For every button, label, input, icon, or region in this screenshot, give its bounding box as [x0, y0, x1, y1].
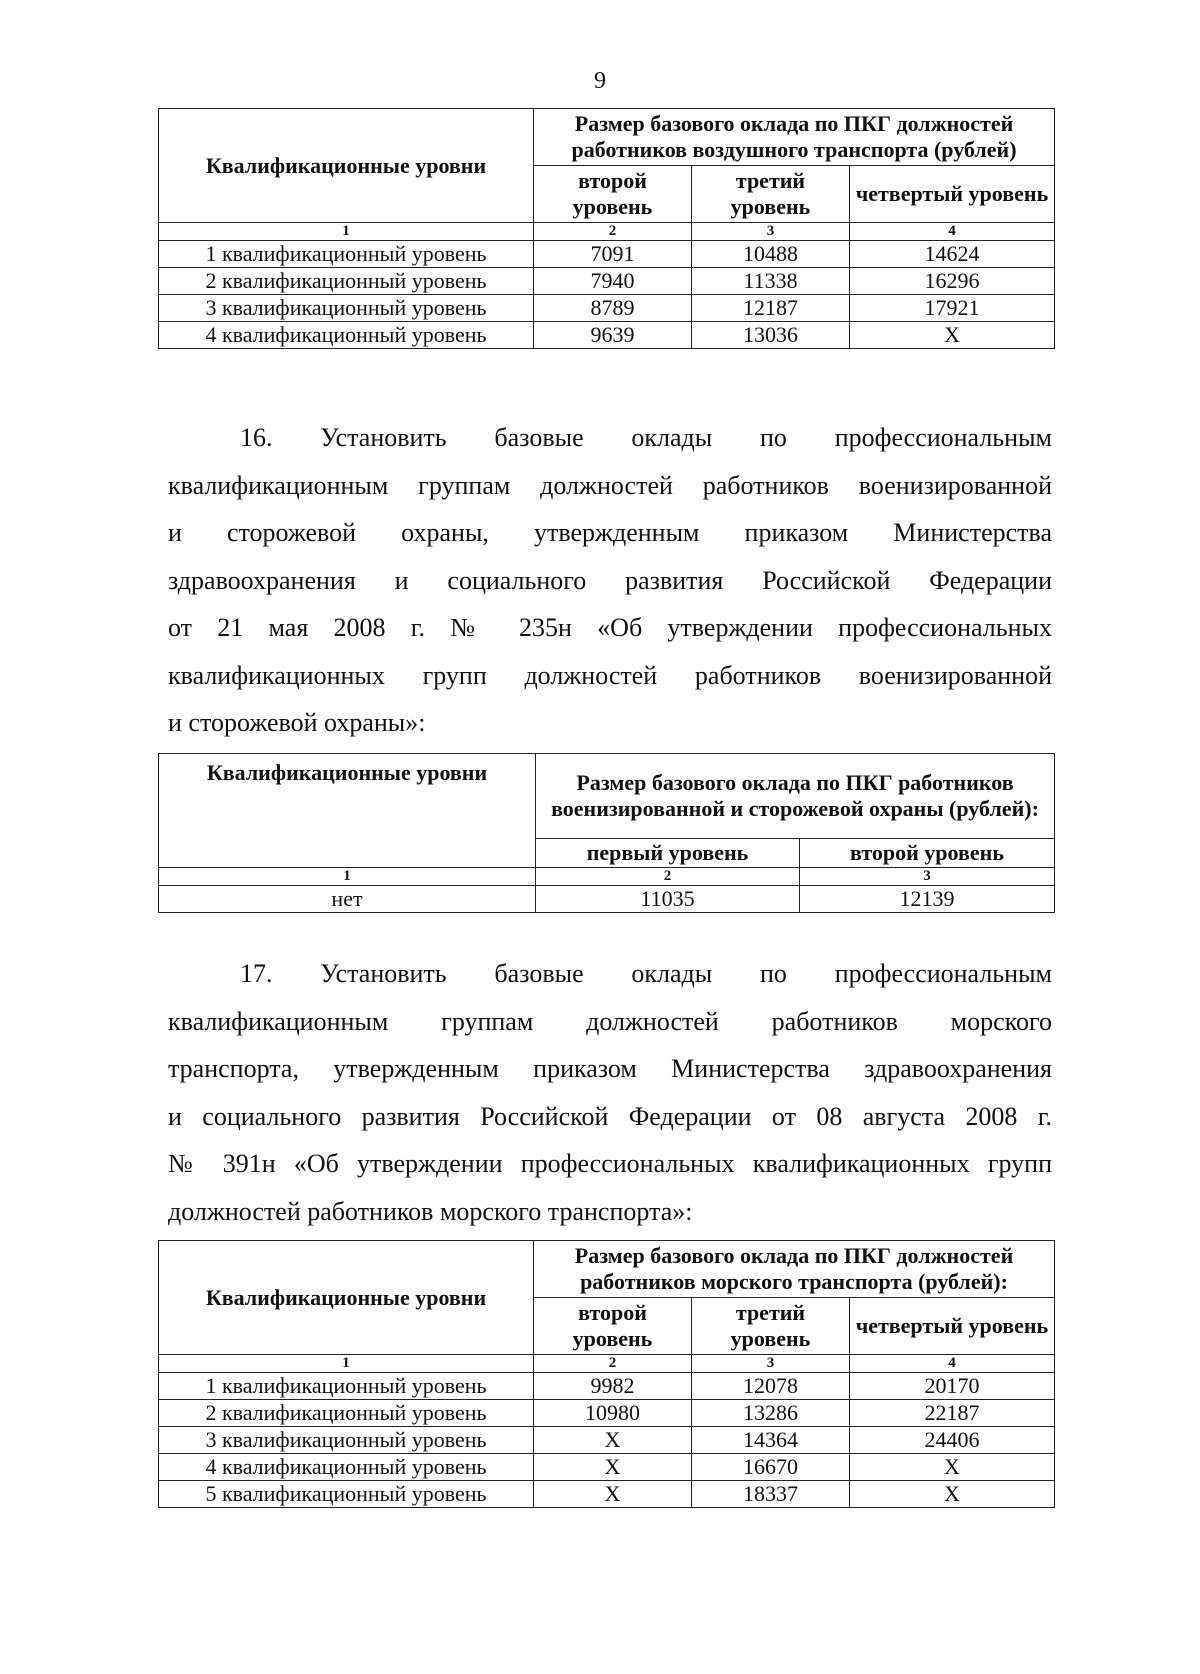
column-number: 3 — [692, 223, 850, 241]
level-2-header: второй уровень — [534, 166, 692, 223]
column-number: 4 — [850, 1355, 1055, 1373]
column-number: 4 — [850, 223, 1055, 241]
qualification-levels-header: Квалификационные уровни — [159, 754, 536, 868]
salary-cell: 9982 — [534, 1373, 692, 1400]
level-3-header: третий уровень — [692, 166, 850, 223]
qualification-level-cell: 1 квалификационный уровень — [159, 241, 534, 268]
salary-cell: 20170 — [850, 1373, 1055, 1400]
salary-cell: 11035 — [536, 886, 800, 913]
salary-cell: 13036 — [692, 322, 850, 349]
salary-cell: X — [534, 1427, 692, 1454]
column-number-row — [159, 223, 1055, 241]
paragraph-line: транспорта, утвержденным приказом Министерства здравоохранения — [168, 1054, 1052, 1083]
salary-cell: 13286 — [692, 1400, 850, 1427]
salary-cell: 7940 — [534, 268, 692, 295]
salary-cell: 10980 — [534, 1400, 692, 1427]
paragraph-line: квалификационных групп должностей работников военизированной — [168, 660, 1052, 690]
level-4-header: четвертый уровень — [850, 1298, 1055, 1355]
qualification-level-cell: 5 квалификационный уровень — [159, 1481, 534, 1508]
salary-cell: 12139 — [800, 886, 1055, 913]
paragraph-line: и сторожевой охраны»: — [168, 708, 426, 737]
qualification-levels-header: Квалификационные уровни — [159, 109, 534, 223]
table-header-row — [159, 109, 1055, 166]
table-header-row — [159, 754, 1055, 839]
air-transport-salary-table — [158, 108, 1055, 349]
level-2-header: второй уровень — [534, 1298, 692, 1355]
salary-cell: 11338 — [692, 268, 850, 295]
paragraph-line: и социального развития Российской Федерации от 08 августа 2008 г. — [168, 1101, 1052, 1131]
paragraph-line: должностей работников морского транспорта»: — [168, 1196, 693, 1226]
table-row — [159, 1373, 1055, 1400]
table-row — [159, 886, 1055, 913]
qualification-level-cell: 1 квалификационный уровень — [159, 1373, 534, 1400]
table-row — [159, 295, 1055, 322]
column-number: 1 — [159, 868, 536, 886]
column-number: 2 — [536, 868, 800, 886]
column-number: 2 — [534, 1355, 692, 1373]
level-3-header: третий уровень — [692, 1298, 850, 1355]
salary-cell: 10488 — [692, 241, 850, 268]
table-row — [159, 241, 1055, 268]
qualification-level-cell: 4 квалификационный уровень — [159, 1454, 534, 1481]
table-row — [159, 1481, 1055, 1508]
salary-cell: 17921 — [850, 295, 1055, 322]
column-number-row — [159, 868, 1055, 886]
page-number: 9 — [594, 68, 606, 94]
salary-cell: 16296 — [850, 268, 1055, 295]
paragraph-line: квалификационным группам должностей работников морского — [168, 1006, 1052, 1036]
salary-cell: 18337 — [692, 1481, 850, 1508]
paragraph-line: № 391н «Об утверждении профессиональных квалификационных групп — [168, 1149, 1052, 1178]
salary-cell: 16670 — [692, 1454, 850, 1481]
salary-cell: 7091 — [534, 241, 692, 268]
qualification-levels-header: Квалификационные уровни — [159, 1241, 534, 1355]
table-row — [159, 1427, 1055, 1454]
paragraph-16 — [168, 414, 1052, 747]
table-row — [159, 268, 1055, 295]
base-salary-group-header: Размер базового оклада по ПКГ работников военизированной и сторожевой охраны (рублей): — [536, 754, 1055, 839]
paragraph-line: 17. Установить базовые оклады по профессиональным — [240, 959, 1052, 988]
salary-cell: 9639 — [534, 322, 692, 349]
paragraph-line: здравоохранения и социального развития Российской Федерации — [168, 565, 1052, 595]
paragraph-line: квалификационным группам должностей работников военизированной — [168, 470, 1052, 500]
qualification-level-cell: 2 квалификационный уровень — [159, 1400, 534, 1427]
salary-cell: X — [850, 322, 1055, 349]
qualification-level-cell: 3 квалификационный уровень — [159, 1427, 534, 1454]
salary-cell: X — [534, 1454, 692, 1481]
level-1-header: первый уровень — [536, 839, 800, 868]
qualification-level-cell: 2 квалификационный уровень — [159, 268, 534, 295]
salary-cell: X — [534, 1481, 692, 1508]
paragraph-line: и сторожевой охраны, утвержденным приказом Министерства — [168, 518, 1052, 547]
salary-cell: 22187 — [850, 1400, 1055, 1427]
salary-cell: 14364 — [692, 1427, 850, 1454]
column-number-row — [159, 1355, 1055, 1373]
qualification-level-cell: 3 квалификационный уровень — [159, 295, 534, 322]
base-salary-group-header: Размер базового оклада по ПКГ должностей работников морского транспорта (рублей): — [534, 1241, 1055, 1298]
qualification-level-cell: 4 квалификационный уровень — [159, 322, 534, 349]
level-2-header: второй уровень — [800, 839, 1055, 868]
qualification-level-cell: нет — [159, 886, 536, 913]
table-row — [159, 1454, 1055, 1481]
table-header-row — [159, 1241, 1055, 1298]
column-number: 1 — [159, 1355, 534, 1373]
paragraph-line: от 21 мая 2008 г. № 235н «Об утверждении профессиональных — [168, 613, 1052, 642]
guard-security-salary-table — [158, 753, 1055, 913]
level-4-header: четвертый уровень — [850, 166, 1055, 223]
salary-cell: X — [850, 1481, 1055, 1508]
maritime-transport-salary-table — [158, 1240, 1055, 1508]
salary-cell: X — [850, 1454, 1055, 1481]
paragraph-17 — [168, 950, 1052, 1235]
column-number: 3 — [800, 868, 1055, 886]
table-row — [159, 1400, 1055, 1427]
paragraph-line: 16. Установить базовые оклады по профессиональным — [240, 423, 1052, 452]
table-row — [159, 322, 1055, 349]
salary-cell: 12187 — [692, 295, 850, 322]
column-number: 1 — [159, 223, 534, 241]
salary-cell: 8789 — [534, 295, 692, 322]
column-number: 2 — [534, 223, 692, 241]
base-salary-group-header: Размер базового оклада по ПКГ должностей работников воздушного транспорта (рублей) — [534, 109, 1055, 166]
salary-cell: 24406 — [850, 1427, 1055, 1454]
salary-cell: 14624 — [850, 241, 1055, 268]
salary-cell: 12078 — [692, 1373, 850, 1400]
column-number: 3 — [692, 1355, 850, 1373]
